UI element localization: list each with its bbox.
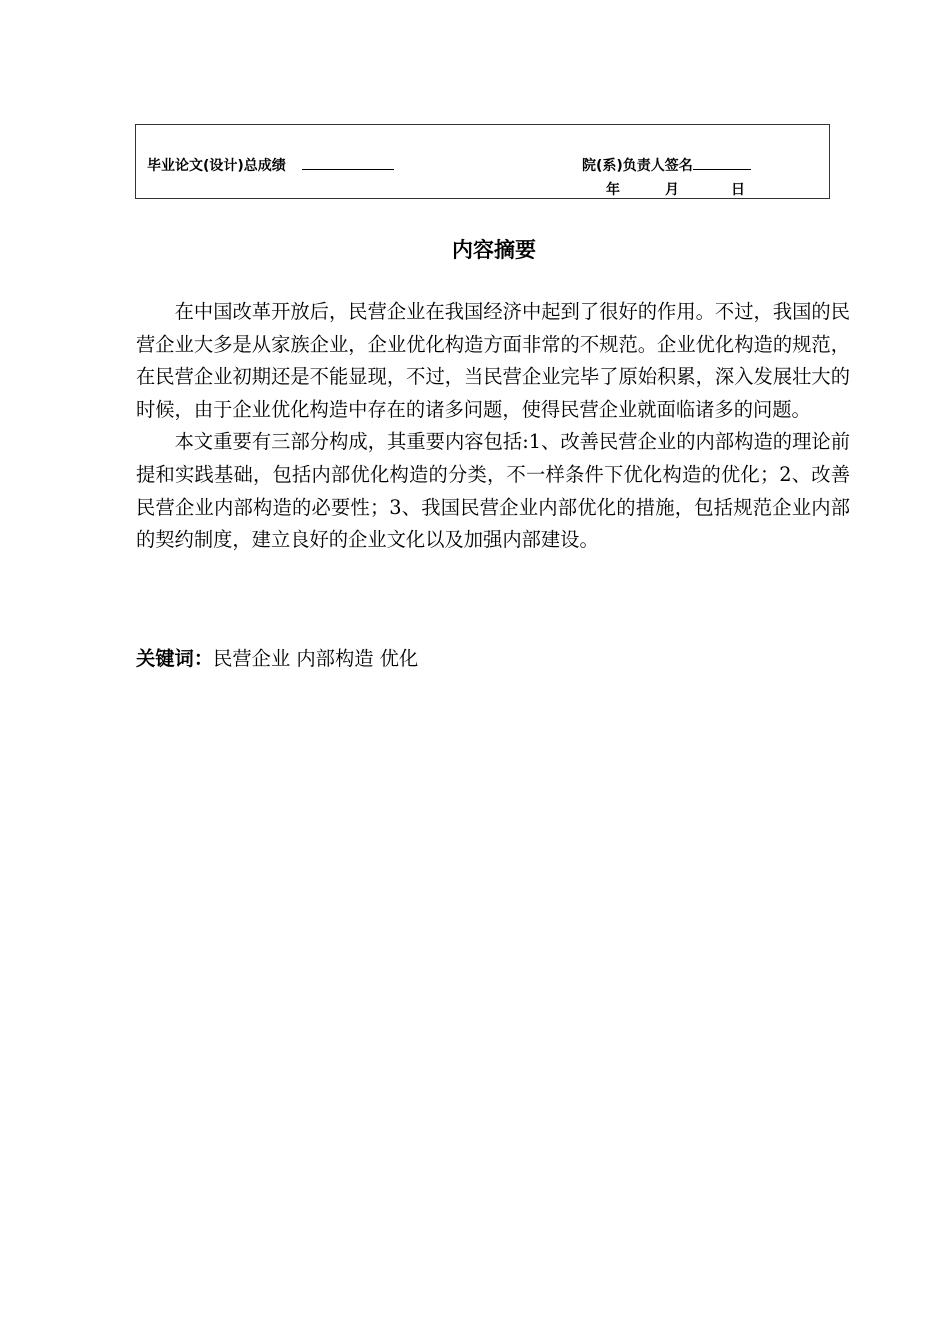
date-year: 年 xyxy=(606,182,620,198)
abstract-paragraph: 在中国改革开放后，民营企业在我国经济中起到了很好的作用。不过，我国的民营企业大多是从家族企业，企业优化构造方面非常的不规范。企业优化构造的规范，在民营企业初期还是不能显现，不过，当民营企业完毕了原始积累，深入发展壮大的时候，由于企业优化构造中存在的诸多问题，使得民营企业就面临诸多的问题。 xyxy=(136,300,850,421)
thesis-grade-field xyxy=(147,155,394,175)
signer-label: 院(系)负责人签名 xyxy=(582,158,693,174)
abstract-paragraph: 本文重要有三部分构成，其重要内容包括:1、改善民营企业的内部构造的理论前提和实践基础，包括内部优化构造的分类，不一样条件下优化构造的优化；2、改善民营企业内部构造的必要性；3、我国民营企业内部优化的措施，包括规范企业内部的契约制度，建立良好的企业文化以及加强内部建设。 xyxy=(136,430,850,552)
signer-field xyxy=(582,155,751,175)
signer-blank xyxy=(693,155,751,170)
keywords-label: 关键词： xyxy=(136,647,214,670)
date-month: 月 xyxy=(665,182,679,198)
page-title: 内容摘要 xyxy=(452,238,536,262)
grade-box xyxy=(135,124,830,199)
date-day: 日 xyxy=(731,182,745,198)
abstract-body xyxy=(136,296,850,557)
keywords-value: 民营企业 内部构造 优化 xyxy=(213,647,419,670)
date-row xyxy=(606,179,745,199)
thesis-grade-label: 毕业论文(设计)总成绩 xyxy=(147,158,286,174)
thesis-grade-blank xyxy=(302,155,394,170)
keywords xyxy=(136,643,418,671)
